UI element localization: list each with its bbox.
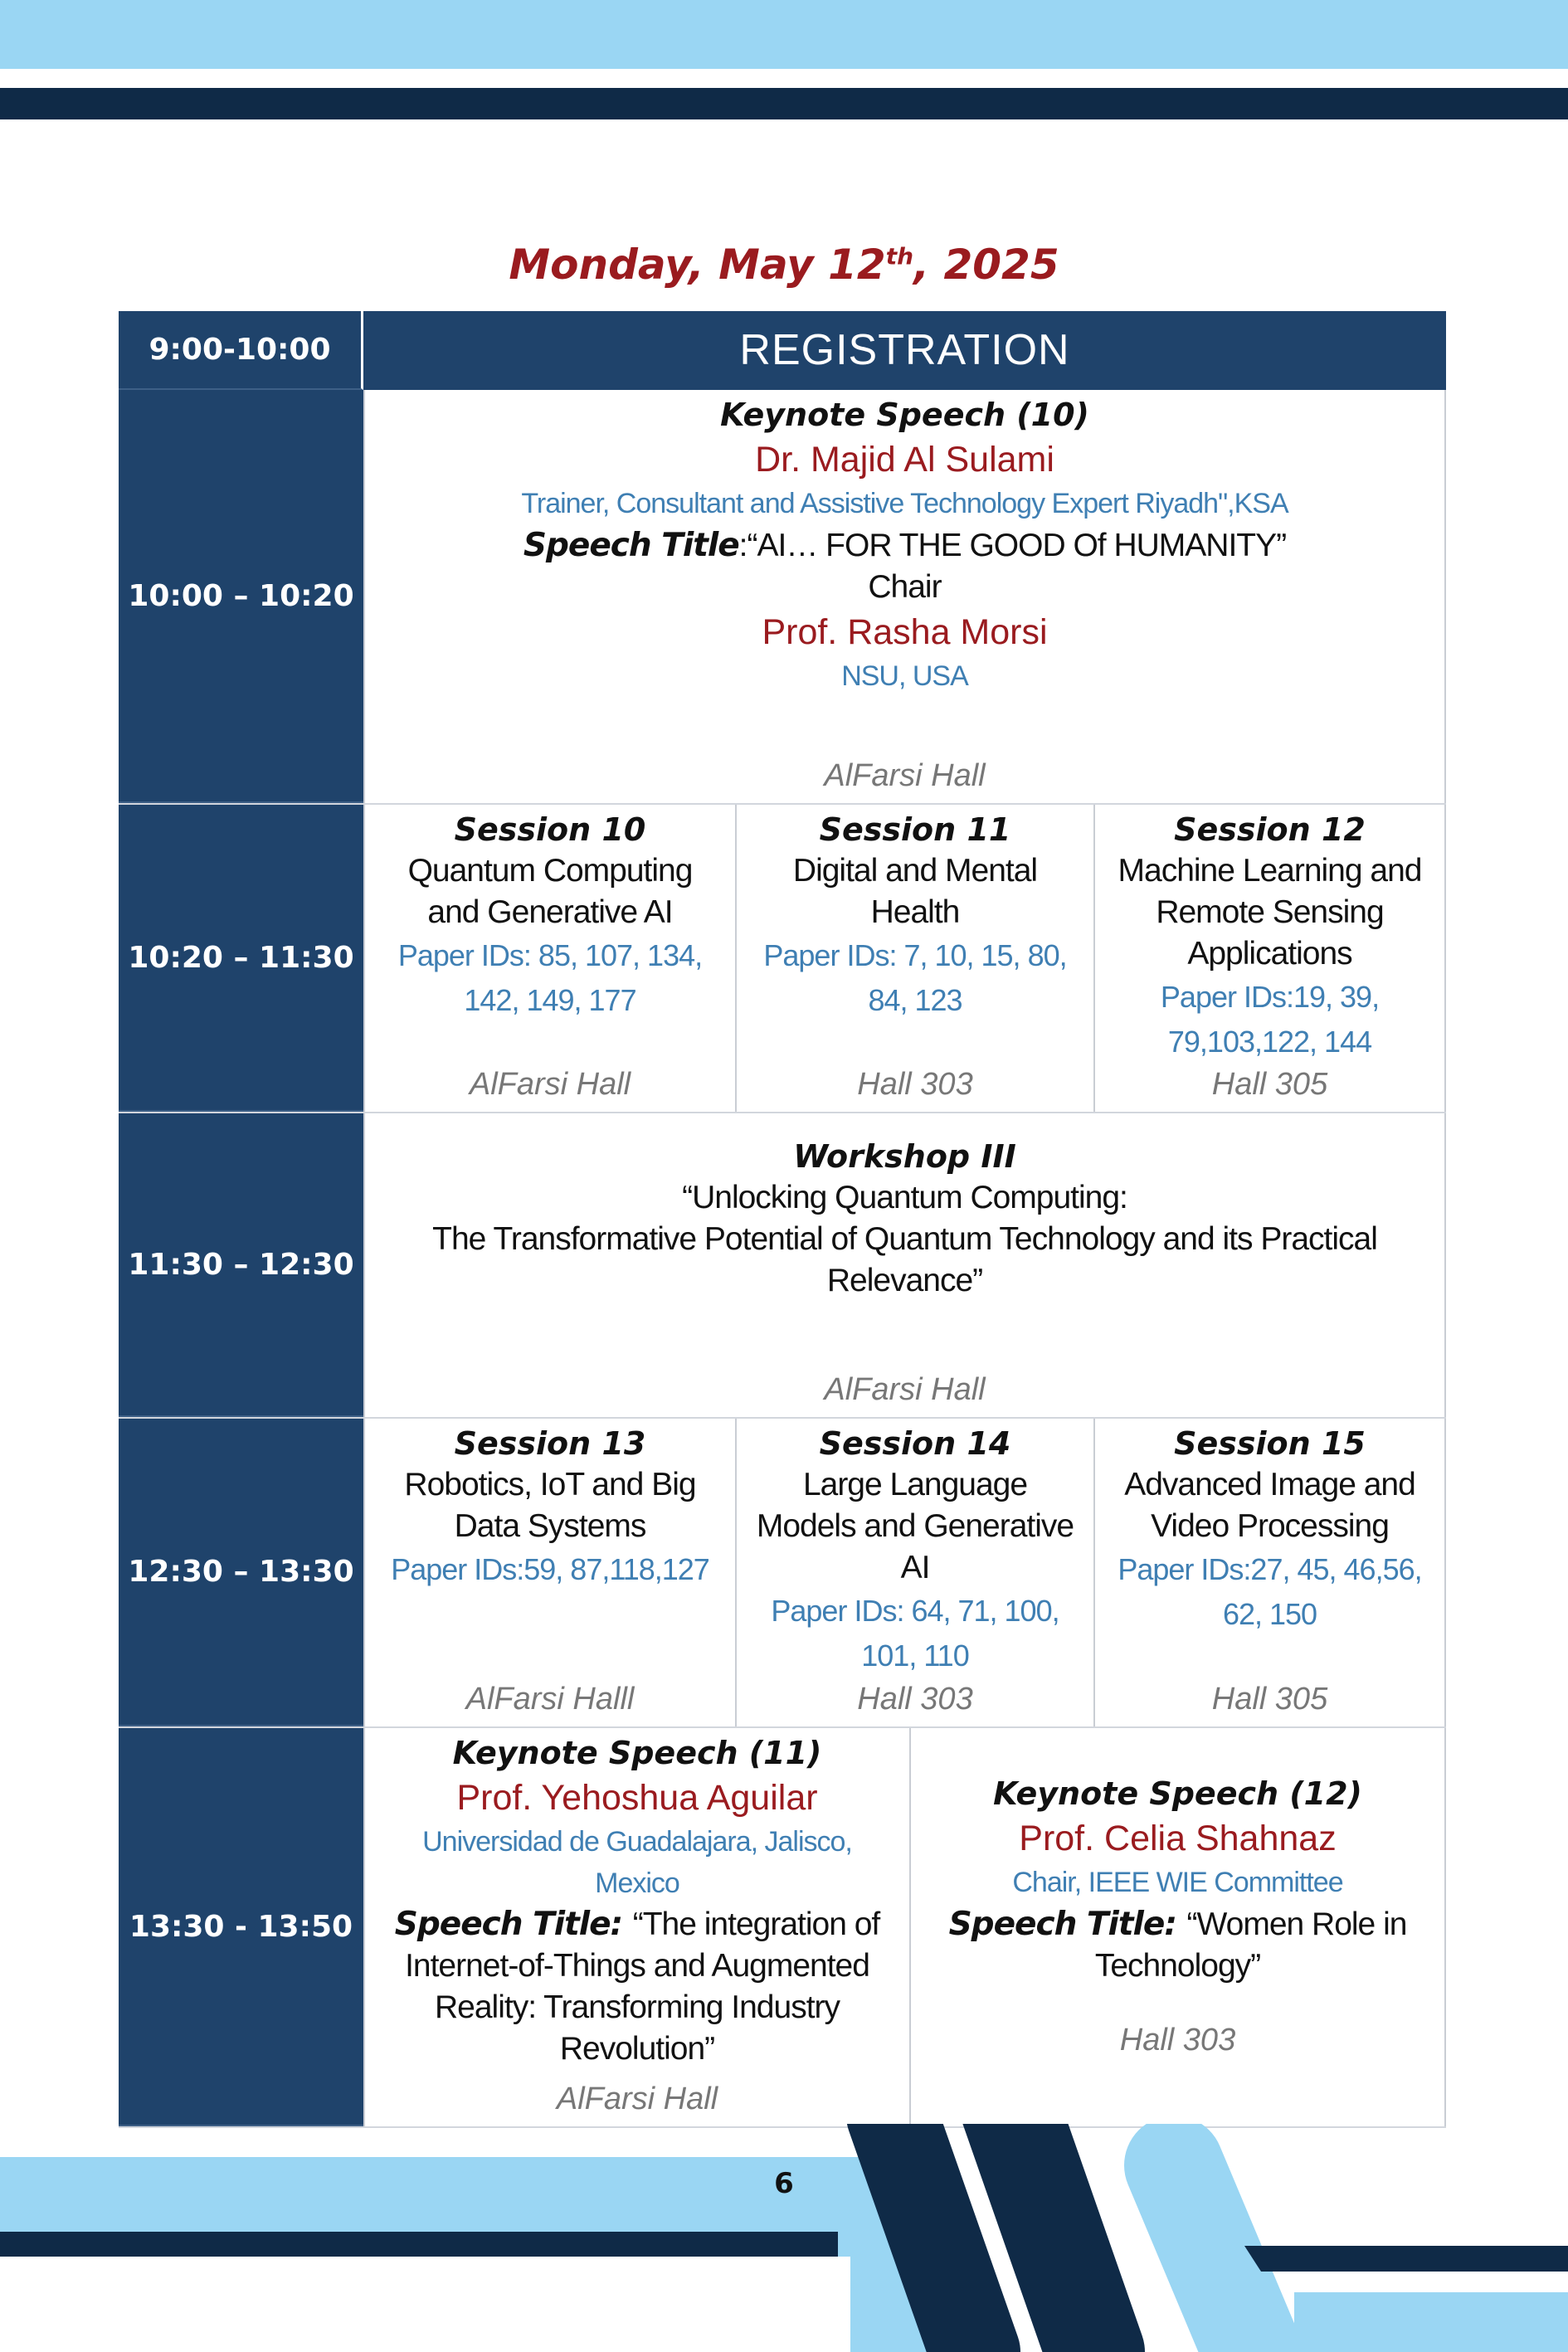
- speaker-name: Prof. Yehoshua Aguilar: [456, 1778, 818, 1819]
- speaker-affiliation: Chair, IEEE WIE Committee: [1012, 1867, 1343, 1899]
- hall-label: AlFarsi Hall: [824, 757, 986, 793]
- session-topic: Advanced Image and Video Processing: [1124, 1467, 1415, 1545]
- hall-label: Hall 305: [1211, 1681, 1328, 1717]
- session-label: Session 14: [819, 1425, 1011, 1462]
- hall-label: Hall 303: [857, 1681, 973, 1717]
- session-topic: Large Language Models and Generative AI: [756, 1467, 1074, 1586]
- keynote-label: Keynote Speech (12): [993, 1775, 1362, 1812]
- session-15: [1093, 1419, 1444, 1726]
- session-11: [735, 805, 1093, 1112]
- day-title: Monday, May 12th, 2025: [509, 241, 1059, 289]
- workshop-title-line1: “Unlocking Quantum Computing:: [682, 1180, 1127, 1216]
- session-label: Session 12: [1174, 811, 1366, 848]
- row-sessions-10-12: [119, 805, 1446, 1113]
- time-cell: 10:20 – 11:30: [119, 805, 363, 1112]
- session-topic: Machine Learning and Remote Sensing Applications: [1118, 853, 1422, 972]
- row-workshop: [119, 1113, 1446, 1419]
- session-topic: Robotics, IoT and Big Data Systems: [404, 1467, 696, 1545]
- session-topic: Quantum Computing and Generative AI: [407, 853, 693, 931]
- session-topic: Digital and Mental Health: [792, 853, 1038, 931]
- hall-label: AlFarsi Halll: [465, 1681, 635, 1717]
- workshop-iii: [363, 1113, 1444, 1417]
- row-registration: [119, 311, 1446, 390]
- speech-title: Speech Title: “Women Role in Technology”: [948, 1905, 1407, 1984]
- row-sessions-13-15: [119, 1419, 1446, 1728]
- keynote-label: Keynote Speech (10): [720, 397, 1089, 433]
- workshop-label: Workshop III: [793, 1138, 1016, 1175]
- session-label: Session 13: [454, 1425, 646, 1462]
- time-cell: 13:30 - 13:50: [119, 1728, 363, 2126]
- hall-label: AlFarsi Hall: [469, 1066, 631, 1102]
- sessions-10-12: [363, 805, 1446, 1112]
- paper-ids: Paper IDs:27, 45, 46,56, 62, 150: [1118, 1552, 1422, 1632]
- hall-label: AlFarsi Hall: [556, 2081, 718, 2116]
- registration-cell: [363, 311, 1446, 390]
- keynotes-11-12: [363, 1728, 1446, 2126]
- page-number: 6: [774, 2167, 794, 2200]
- hall-label: Hall 303: [857, 1066, 973, 1102]
- speech-title: Speech Title:“AI… FOR THE GOOD Of HUMANITY”: [523, 526, 1287, 564]
- keynote-12: [909, 1728, 1444, 2126]
- hall-label: Hall 305: [1211, 1067, 1328, 1103]
- keynote-10: [363, 390, 1444, 803]
- keynote-11: [363, 1728, 909, 2126]
- hall-label: AlFarsi Hall: [824, 1371, 986, 1407]
- speaker-affiliation: Trainer, Consultant and Assistive Technology Expert Riyadh",KSA: [521, 488, 1288, 520]
- top-dark-band: [0, 88, 1568, 119]
- schedule-table: [119, 311, 1446, 2128]
- sessions-13-15: [363, 1419, 1446, 1726]
- session-14: [735, 1419, 1093, 1726]
- session-label: Session 15: [1174, 1425, 1366, 1462]
- chair-affiliation: NSU, USA: [841, 660, 968, 692]
- session-13: [363, 1419, 735, 1726]
- workshop-cell: [363, 1113, 1446, 1417]
- keynote-label: Keynote Speech (11): [452, 1735, 822, 1771]
- keynote-10-cell: [363, 390, 1446, 803]
- paper-ids: Paper IDs: 64, 71, 100, 101, 110: [771, 1594, 1059, 1673]
- footer-decoration: [0, 2124, 1568, 2352]
- chair-label: Chair: [868, 568, 942, 605]
- speaker-affiliation: Universidad de Guadalajara, Jalisco, Mexico: [422, 1826, 852, 1899]
- paper-ids: Paper IDs: 85, 107, 134, 142, 149, 177: [397, 938, 703, 1018]
- session-10: [363, 805, 735, 1112]
- workshop-title-line2: The Transformative Potential of Quantum Technology and its Practical Relevance”: [432, 1221, 1377, 1299]
- row-keynote-10: [119, 390, 1446, 805]
- hall-label: Hall 303: [1119, 2022, 1236, 2057]
- time-cell: 10:00 – 10:20: [119, 390, 363, 803]
- paper-ids: Paper IDs: 7, 10, 15, 80, 84, 123: [763, 938, 1067, 1018]
- paper-ids: Paper IDs:19, 39, 79,103,122, 144: [1160, 980, 1380, 1059]
- time-cell: 9:00-10:00: [119, 311, 363, 390]
- registration-label: REGISTRATION: [363, 311, 1446, 390]
- session-label: Session 10: [454, 811, 646, 848]
- paper-ids: Paper IDs:59, 87,118,127: [391, 1552, 709, 1587]
- top-light-band: [0, 0, 1568, 69]
- speech-title: Speech Title: “The integration of Internet-of-Things and Augmented Reality: Transforming Industry Revolution”: [394, 1906, 880, 2067]
- speaker-name: Dr. Majid Al Sulami: [755, 440, 1054, 480]
- chair-name: Prof. Rasha Morsi: [762, 611, 1048, 652]
- session-label: Session 11: [819, 811, 1011, 848]
- time-cell: 11:30 – 12:30: [119, 1113, 363, 1417]
- row-keynotes-11-12: [119, 1728, 1446, 2128]
- session-12: [1093, 805, 1444, 1112]
- time-cell: 12:30 – 13:30: [119, 1419, 363, 1726]
- speaker-name: Prof. Celia Shahnaz: [1019, 1819, 1337, 1859]
